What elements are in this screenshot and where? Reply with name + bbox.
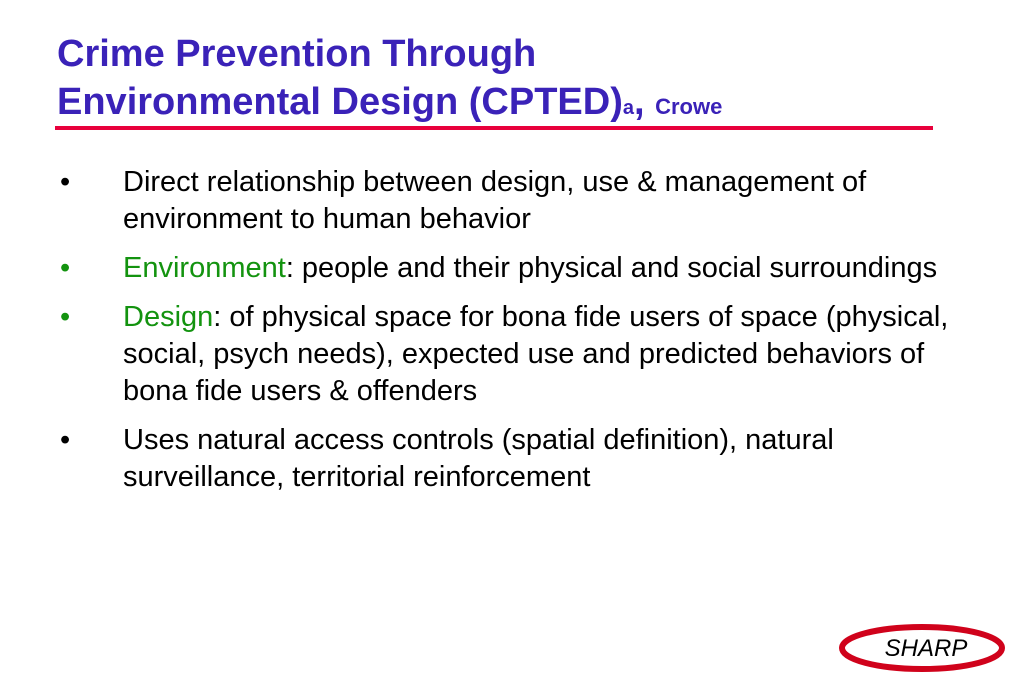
bullet-term: Environment (123, 252, 286, 284)
bullet-marker: • (60, 424, 71, 456)
title-underline (55, 126, 933, 130)
title-author: Crowe (655, 94, 723, 119)
title-superscript: a (622, 97, 634, 119)
bullet-marker: • (60, 252, 71, 284)
logo-text: SHARP (884, 635, 968, 662)
bullet-text: : of physical space for bona fide users of space (physical, social, psych needs), expected use and predicted behaviors of bona fide users & offenders (123, 301, 949, 407)
bullet-item (58, 164, 958, 238)
bullet-list (58, 164, 958, 508)
bullet-marker: • (60, 166, 71, 198)
bullet-text: Direct relationship between design, use & management of environment to human behavior (123, 166, 867, 235)
title-line-1: Crime Prevention Through (57, 33, 537, 75)
bullet-item (58, 299, 958, 410)
bullet-marker: • (60, 301, 71, 333)
sharp-logo-icon (838, 624, 1008, 672)
bullet-term: Design (123, 301, 214, 333)
title-comma: , (633, 81, 645, 123)
sharp-logo (838, 624, 1008, 672)
slide-title (57, 30, 937, 132)
bullet-text: Uses natural access controls (spatial definition), natural surveillance, territorial reinforcement (123, 424, 834, 493)
title-line-2 (57, 78, 937, 132)
title-line-2-text: Environmental Design (CPTED) (57, 81, 623, 123)
bullet-item (58, 250, 958, 287)
bullet-text: : people and their physical and social surroundings (285, 252, 938, 284)
bullet-item (58, 422, 958, 496)
